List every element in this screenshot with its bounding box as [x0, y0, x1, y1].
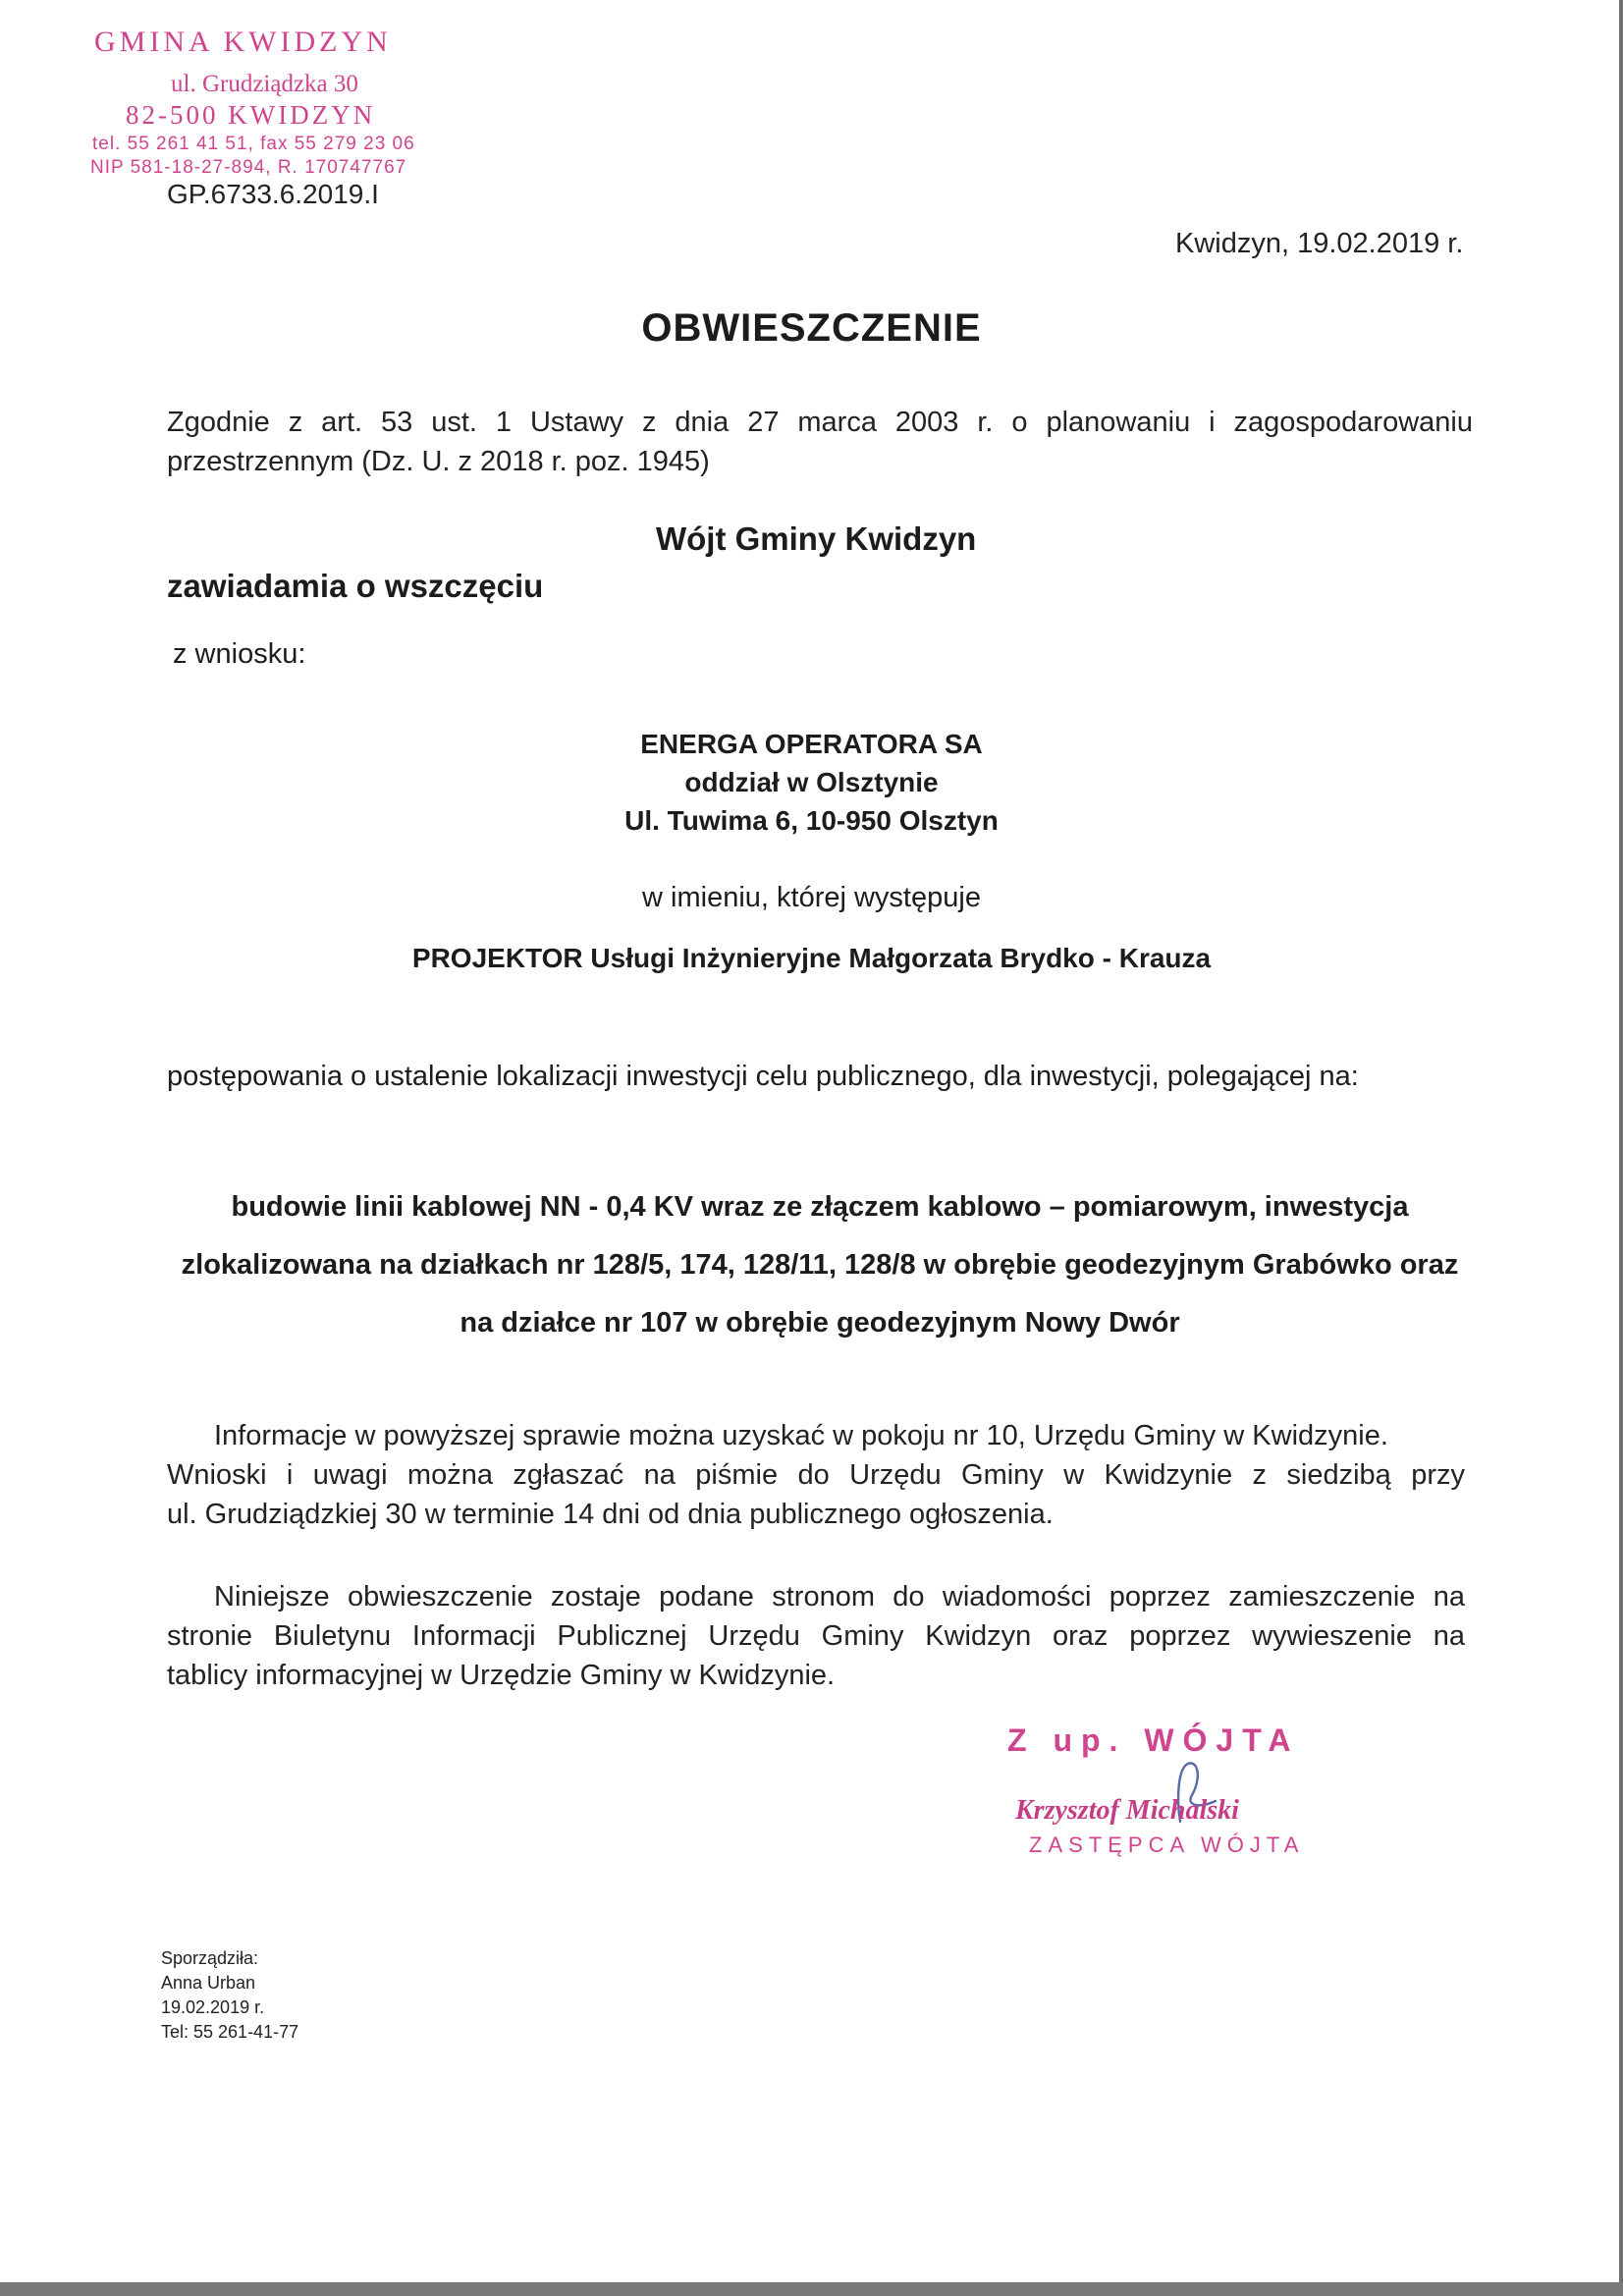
- prepared-by-label: Sporządziła:: [161, 1948, 259, 1968]
- stamp-line-phone: tel. 55 261 41 51, fax 55 279 23 06: [92, 134, 415, 154]
- stamp-line-name: GMINA KWIDZYN: [94, 26, 392, 58]
- document-title: OBWIESZCZENIE: [641, 306, 982, 350]
- info-paragraph: [167, 1416, 1465, 1534]
- applicant-address: Ul. Tuwima 6, 10-950 Olsztyn: [624, 805, 999, 836]
- publication-line: Niniejsze obwieszczenie zostaje podane stronom do wiadomości poprzez zamieszczenie na: [214, 1581, 1465, 1613]
- prepared-by-phone: Tel: 55 261-41-77: [161, 2022, 299, 2042]
- publication-paragraph: [167, 1577, 1465, 1695]
- info-line: Informacje w powyższej sprawie można uzyskać w pokoju nr 10, Urzędu Gminy w Kwidzynie.: [214, 1420, 1388, 1451]
- on-behalf-text: w imieniu, której występuje: [642, 882, 981, 913]
- publication-line: tablicy informacyjnej w Urzędzie Gminy w Kwidzynie.: [167, 1660, 836, 1691]
- proceeding-text: postępowania o ustalenie lokalizacji inwestycji celu publicznego, dla inwestycji, polegającej na:: [167, 1061, 1359, 1092]
- investment-line: zlokalizowana na działkach nr 128/5, 174, 128/11, 128/8 w obrębie geodezyjnym Grabówko oraz: [181, 1249, 1459, 1281]
- stamp-line-street: ul. Grudziądzka 30: [171, 71, 358, 97]
- legal-basis-line: przestrzennym (Dz. U. z 2018 r. poz. 1945): [167, 446, 710, 477]
- signatory-role: ZASTĘPCA WÓJTA: [1029, 1832, 1305, 1857]
- info-line: Wnioski i uwagi można zgłaszać na piśmie do Urzędu Gminy w Kwidzynie z siedzibą przy: [167, 1459, 1465, 1491]
- place-date: Kwidzyn, 19.02.2019 r.: [1175, 228, 1464, 259]
- legal-basis: [167, 403, 1473, 481]
- stamp-line-nip: NIP 581-18-27-894, R. 170747767: [90, 157, 407, 178]
- applicant-branch: oddział w Olsztynie: [684, 767, 939, 797]
- signature-stamp-authorization: Z up. WÓJTA: [1007, 1722, 1300, 1758]
- legal-basis-line: Zgodnie z art. 53 ust. 1 Ustawy z dnia 27 marca 2003 r. o planowaniu i zagospodarowaniu: [167, 407, 1473, 438]
- publication-line: stronie Biuletynu Informacji Publicznej Urzędu Gminy Kwidzyn oraz poprzez wywieszenie na: [167, 1620, 1465, 1652]
- investment-line: na działce nr 107 w obrębie geodezyjnym Nowy Dwór: [460, 1307, 1180, 1339]
- applicant-block: [0, 725, 1623, 840]
- investment-description: [167, 1178, 1473, 1352]
- signatory-name: Krzysztof Michalski: [1015, 1795, 1239, 1826]
- representative-name: PROJEKTOR Usługi Inżynieryjne Małgorzata Brydko - Krauza: [411, 943, 1212, 973]
- publication-line-first: [167, 1577, 1465, 1616]
- prepared-by-block: [161, 1946, 298, 2045]
- notice-action: zawiadamia o wszczęciu: [167, 568, 544, 604]
- applicant-name: ENERGA OPERATORA SA: [640, 729, 983, 759]
- reference-number: GP.6733.6.2019.I: [167, 179, 379, 209]
- investment-line: budowie linii kablowej NN - 0,4 KV wraz ze złączem kablowo – pomiarowym, inwestycja: [231, 1191, 1409, 1223]
- stamp-line-city: 82-500 KWIDZYN: [126, 100, 376, 130]
- info-line: ul. Grudziądzkiej 30 w terminie 14 dni od dnia publicznego ogłoszenia.: [167, 1499, 1054, 1530]
- scan-edge-bottom: [0, 2282, 1623, 2296]
- authority-name: Wójt Gminy Kwidzyn: [656, 520, 977, 557]
- prepared-by-date: 19.02.2019 r.: [161, 1997, 265, 2017]
- request-intro: z wniosku:: [173, 638, 306, 670]
- info-line-first: [167, 1416, 1465, 1455]
- prepared-by-name: Anna Urban: [161, 1973, 256, 1993]
